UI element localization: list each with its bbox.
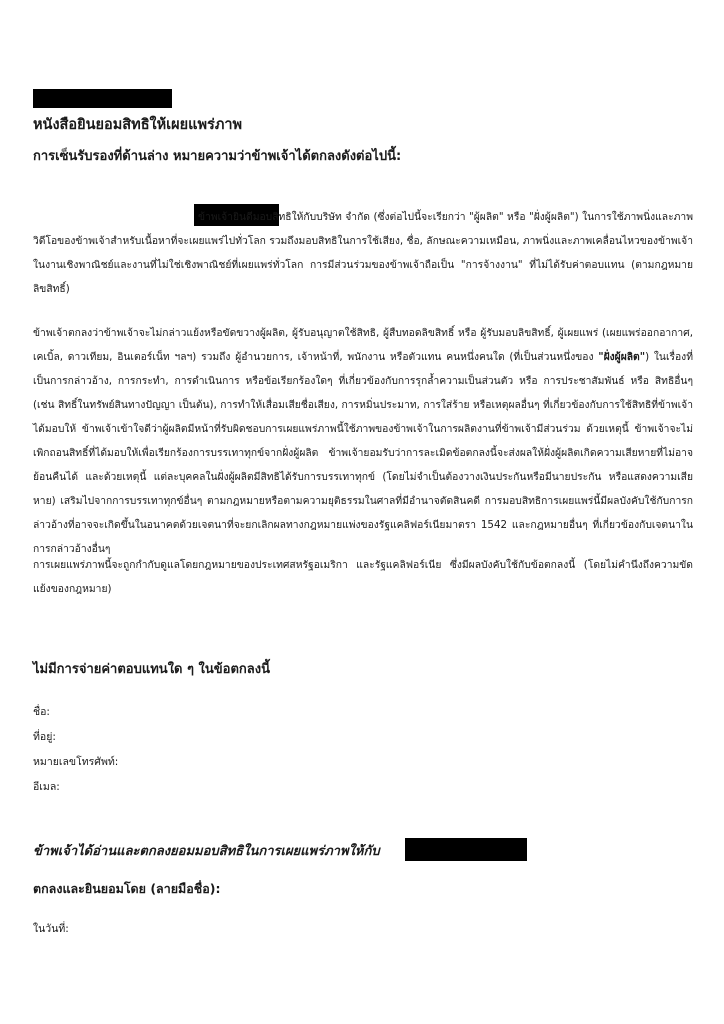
address-field-label: ที่อยู่: [33, 731, 56, 743]
closing-statement: ข้าพเจ้าได้อ่านและตกลงยอมมอบสิทธิในการเผยแพร่ภาพให้กับ [33, 844, 380, 859]
document-title: หนังสือยินยอมสิทธิให้เผยแพร่ภาพ [33, 117, 243, 133]
waiver-paragraph-part-b: ) ในเรื่องที่เป็นการกล่าวอ้าง, การกระทำ, การดำเนินการ หรือข้อเรียกร้องใดๆ ที่เกี่ยวข้องกับการรุกล้ำความเป็นส่วนตัว หรือ การประชาสัมพันธ์ หรือ สิทธิอื่นๆ (เช่น สิทธิ์ในทรัพย์สินทางปัญญา เป็นต้น), การทำให้เสื่อมเสียชื่อเสียง, การหมิ่นประมาท, การใส่ร้าย หรือเหตุผลอื่นๆ ที่เกี่ยวข้องกับการใช้สิทธิที่ข้าพเจ้าได้มอบให้ ข้าพเจ้าเข้าใจดีว่าผู้ผลิตมีหน้าที่รับผิดชอบการเผยแพร่ภาพนี้ใช้ภาพของข้าพเจ้าในการผลิตงานที่ข้าพเจ้ามีส่วนร่วม ด้วยเหตุนี้ ข้าพเจ้าจะไม่เพิกถอนสิทธิ์ที่ได้มอบให้เพื่อเรียกร้องการบรรเทาทุกข์จากฝั่งผู้ผลิต ข้าพเจ้ายอมรับว่าการละเมิดข้อตกลงนี้จะส่งผลให้ฝั่งผู้ผลิตเกิดความเสียหายที่ไม่อาจย้อนคืนได้ และด้วยเหตุนี้ แต่ละบุคคลในฝั่งผู้ผลิตมีสิทธิได้รับการบรรเทาทุกข์ (โดยไม่จำเป็นต้องวางเงินประกันหรือมีนายประกัน หรือแสดงความเสียหาย) เสริมไปจากการบรรเทาทุกข์อื่นๆ ตามกฎหมายหรือตามความยุติธรรมในศาลที่มีอำนาจตัดสินคดี การมอบสิทธิการเผยแพร่นี้มีผลบังคับใช้กับการกล่าวอ้างที่อาจจะเกิดขึ้นในอนาคตด้วยเจตนาที่จะยกเลิกผลทางกฎหมายแพ่งของรัฐแคลิฟอร์เนียมาตรา 1542 และกฎหมายอื่นๆ ที่เกี่ยวข้องกับเจตนาในการกล่าวอ้างอื่นๆ [33, 351, 693, 555]
redacted-recipient-name [405, 838, 527, 861]
governing-law-paragraph: การเผยแพร่ภาพนี้จะถูกกำกับดูแลโดยกฎหมายของประเทศสหรัฐอเมริกา และรัฐแคลิฟอร์เนีย ซึ่งมีผลบังคับใช้กับข้อตกลงนี้ (โดยไม่คำนึงถึงความขัดแย้งของกฎหมาย) [33, 559, 693, 595]
redacted-header-block [33, 89, 172, 108]
consent-paragraph: ข้าพเจ้ายินดีมอบสิทธิให้กับบริษัท จำกัด (ซึ่งต่อไปนี้จะเรียกว่า "ผู้ผลิต" หรือ "ฝั่งผู้ผลิต") ในการใช้ภาพนิ่งและภาพวิดีโอของข้าพเจ้าสำหรับเนื้อหาที่จะเผยแพร่ไปทั่วโลก รวมถึงมอบสิทธิในการใช้เสียง, ชื่อ, ลักษณะความเหมือน, ภาพนิ่งและภาพเคลื่อนไหวของข้าพเจ้าในงานเชิงพาณิชย์และงานที่ไม่ใช่เชิงพาณิชย์ที่เผยแพร่ทั่วโลก การมีส่วนร่วมของข้าพเจ้าถือเป็น "การจ้างงาน" ที่ไม่ได้รับค่าตอบแทน (ตามกฎหมายลิขสิทธิ์) [33, 211, 693, 295]
name-field-label: ชื่อ: [33, 706, 50, 718]
document-subtitle: การเซ็นรับรองที่ด้านล่าง หมายความว่าข้าพเจ้าได้ตกลงดังต่อไปนี้: [33, 149, 402, 164]
phone-field-label: หมายเลขโทรศัพท์: [33, 756, 119, 768]
waiver-paragraph-part-a: ข้าพเจ้าตกลงว่าข้าพเจ้าจะไม่กล่าวแย้งหรือขัดขวางผู้ผลิต, ผู้รับอนุญาตใช้สิทธิ, ผู้สืบทอดลิขสิทธิ์ หรือ ผู้รับมอบลิขสิทธิ์, ผู้เผยแพร่ (เผยแพร่ออกอากาศ, เคเบิ้ล, ดาวเทียม, อินเตอร์เน็ท ฯลฯ) รวมถึง ผู้อำนวยการ, เจ้าหน้าที่, พนักงาน หรือตัวแทน คนหนึ่งคนใด (ที่เป็นส่วนหนึ่งของ [33, 327, 693, 363]
date-label: ในวันที่: [33, 923, 69, 935]
email-field-label: อีเมล: [33, 781, 60, 793]
no-payment-heading: ไม่มีการจ่ายค่าตอบแทนใด ๆ ในข้อตกลงนี้ [33, 662, 270, 677]
waiver-paragraph [33, 321, 693, 561]
signature-label: ตกลงและยินยอมโดย (ลายมือชื่อ): [33, 881, 221, 896]
waiver-paragraph-bold: "ฝั่งผู้ผลิต" [598, 351, 646, 363]
contact-fields [33, 700, 693, 800]
